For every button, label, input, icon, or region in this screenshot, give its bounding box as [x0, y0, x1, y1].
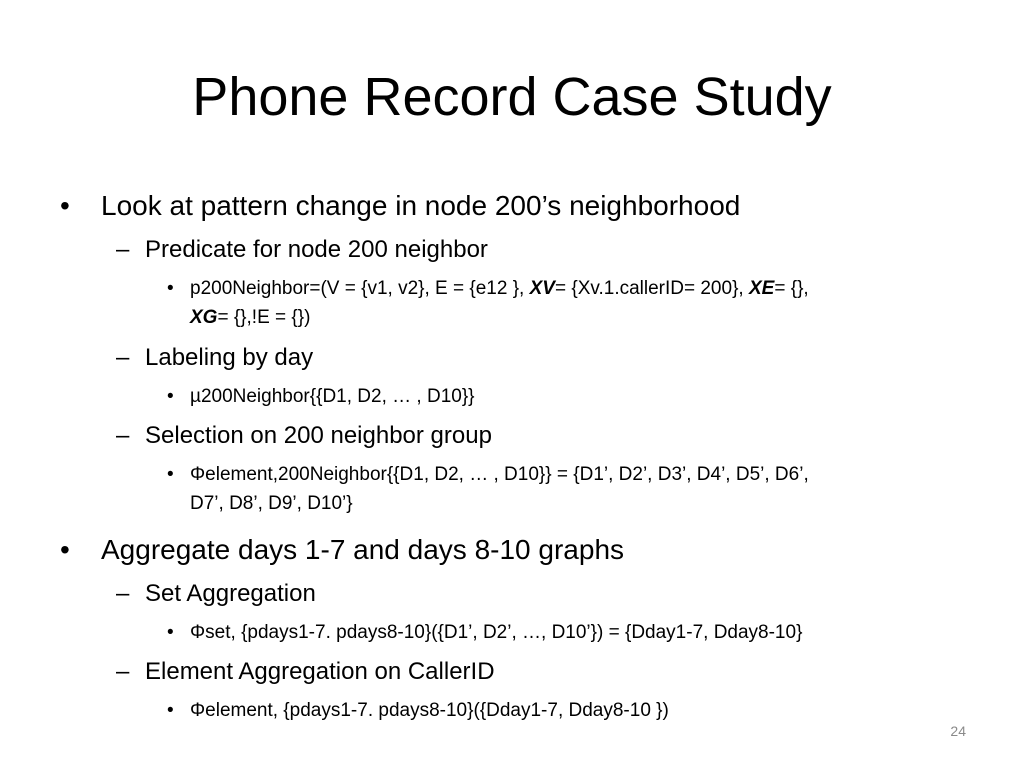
predicate-part: = {Xv.1.callerID= 200},	[554, 278, 749, 299]
set-aggregation-line: Φset, {pdays1-7. pdays8-10}({D1’, D2’, …, D10’}) = {Dday1-7, Dday8-10}	[190, 622, 803, 643]
element-aggregation-line: Φelement, {pdays1-7. pdays8-10}({Dday1-7, Dday8-10 })	[190, 700, 669, 721]
selection-line-1: Φelement,200Neighbor{{D1, D2, … , D10}} = {D1’, D2’, D3’, D4’, D5’, D6’,	[190, 464, 809, 485]
predicate-line-1	[190, 276, 809, 302]
slide-title: Phone Record Case Study	[192, 67, 832, 127]
dash-marker: –	[116, 580, 130, 607]
bullet-1-sub-1-text: Predicate for node 200 neighbor	[145, 236, 488, 263]
bullet-marker: •	[167, 700, 174, 721]
page-number: 24	[950, 723, 966, 739]
predicate-part: = {},!E = {})	[217, 307, 311, 328]
dash-marker: –	[116, 422, 130, 449]
bullet-marker: •	[167, 622, 174, 643]
bullet-marker: •	[167, 464, 174, 485]
predicate-xg: XG	[190, 307, 218, 328]
predicate-part: p200Neighbor=(V = {v1, v2}, E = {e12 },	[190, 278, 530, 299]
bullet-2-sub-2-text: Element Aggregation on CallerID	[145, 658, 495, 685]
predicate-line-2	[190, 305, 310, 331]
predicate-xv: XV	[529, 278, 555, 299]
bullet-2-sub-1-text: Set Aggregation	[145, 580, 316, 607]
bullet-marker: •	[167, 278, 174, 299]
bullet-2-text: Aggregate days 1-7 and days 8-10 graphs	[101, 534, 625, 565]
bullet-marker: •	[167, 386, 174, 407]
bullet-1-sub-2-text: Labeling by day	[145, 344, 314, 371]
dash-marker: –	[116, 344, 130, 371]
bullet-1-text: Look at pattern change in node 200’s neighborhood	[101, 190, 741, 221]
labeling-line: µ200Neighbor{{D1, D2, … , D10}}	[190, 386, 475, 407]
bullet-marker: •	[60, 534, 70, 565]
dash-marker: –	[116, 236, 130, 263]
bullet-marker: •	[60, 190, 70, 221]
predicate-part: = {},	[774, 278, 809, 299]
selection-line-2: D7’, D8’, D9’, D10’}	[190, 493, 353, 514]
predicate-xe: XE	[748, 278, 775, 299]
dash-marker: –	[116, 658, 130, 685]
bullet-1-sub-3-text: Selection on 200 neighbor group	[145, 422, 492, 449]
